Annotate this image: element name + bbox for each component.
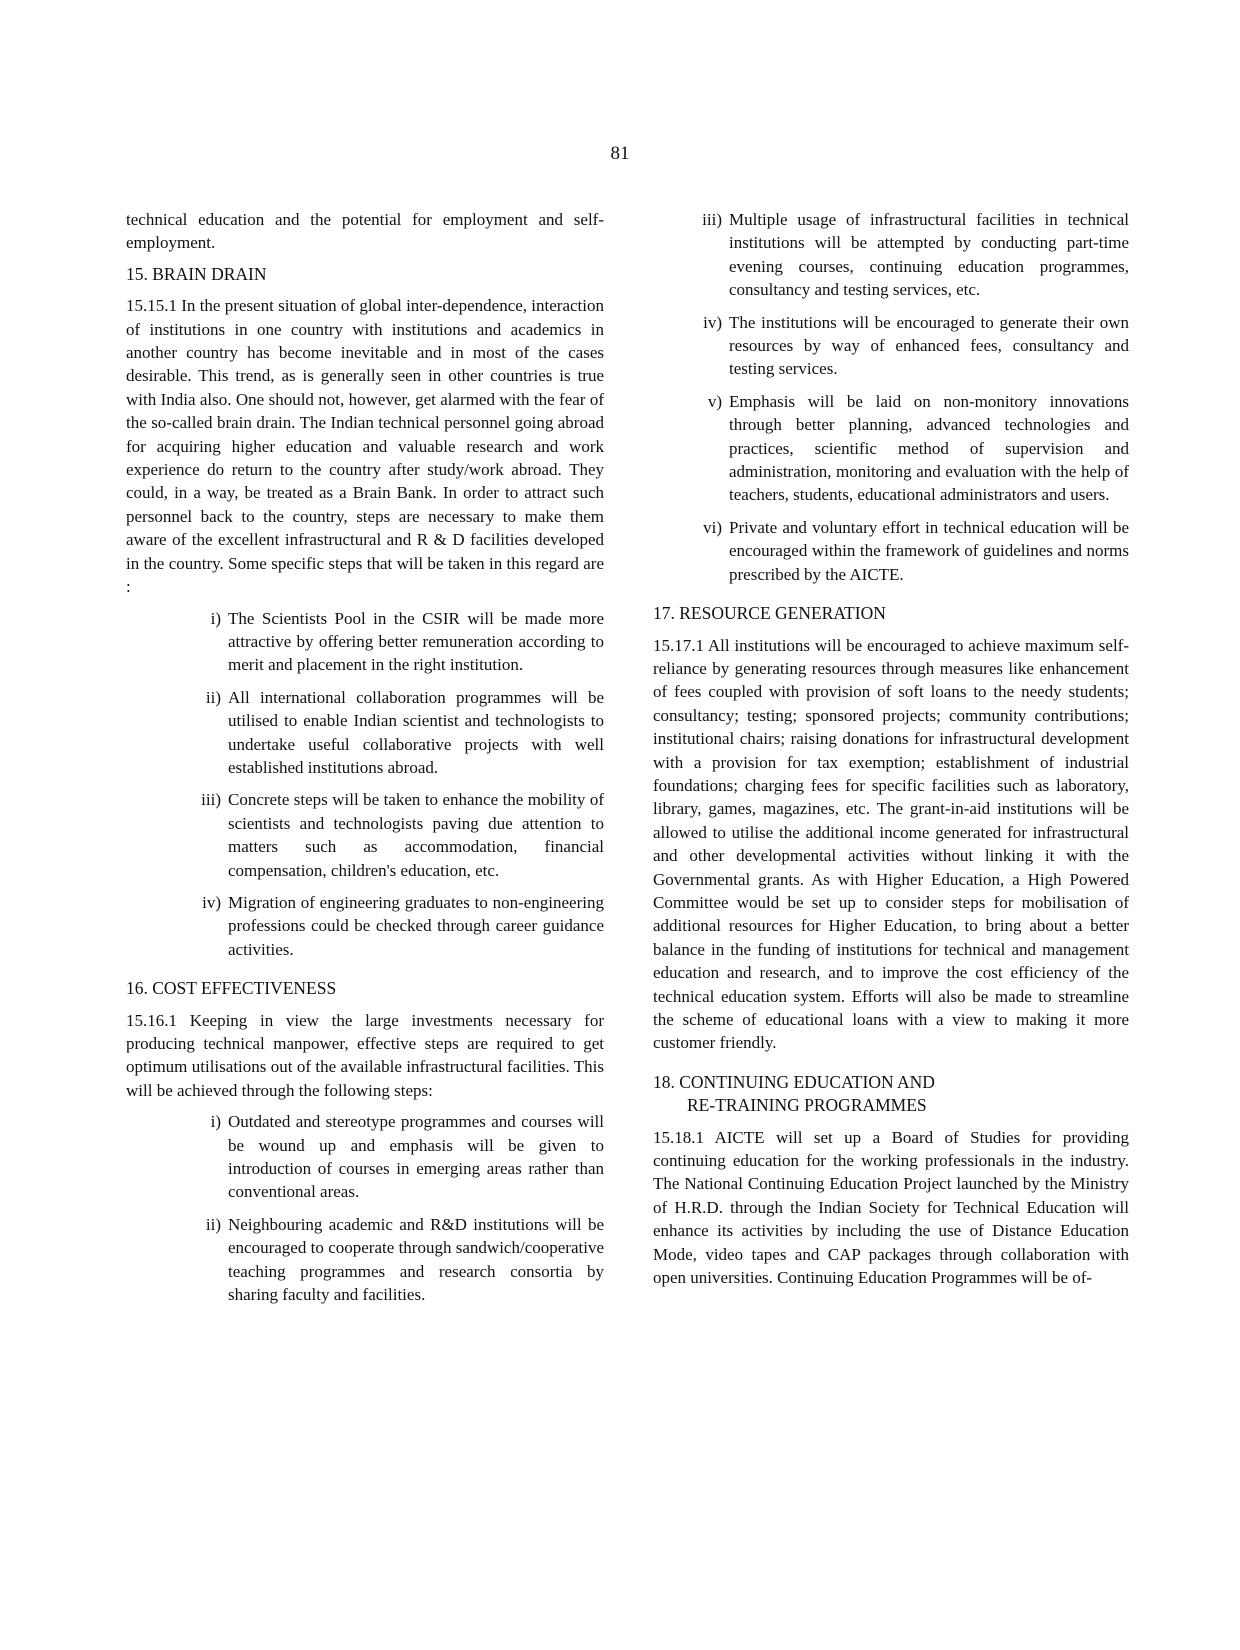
list-item (653, 516, 1129, 586)
list-item-label: i) (210, 608, 221, 628)
section-16-heading: 16. COST EFFECTIVENESS (126, 978, 337, 999)
list-item-label: iii) (201, 790, 221, 810)
section-15-paragraph: 15.15.1 In the present situation of global inter-dependence, interaction of institutions in one country with institutions and academics in another country has become inevitable and in most of the cases desirable. This trend, as is generally seen in other countries is true with India also. One should not, however, get alarmed with the fear of the so-called brain drain. The Indian technical personnel going abroad for acquiring higher education and valuable research and work experience do return to the country after study/work abroad. They could, in a way, be treated as a Brain Bank. In order to attract such personnel back to the country, steps are necessary to make them aware of the excellent infrastructural and R & D facilities developed in the country. Some specific steps that will be taken in this regard are : (126, 296, 604, 597)
list-item-text: Multiple usage of infrastructural facilities in technical institutions will be attempted by conducting part-time evening courses, continuing education programmes, consultancy and testing services, etc. (729, 210, 1129, 300)
section-16-paragraph: 15.16.1 Keeping in view the large investments necessary for producing technical manpower, effective steps are required to get optimum utilisations out of the available infrastructural facilities. This will be achieved through the following steps: (126, 1010, 604, 1100)
list-item-text: Outdated and stereotype programmes and courses will be wound up and emphasis will be given to introduction of courses in emerging areas rather than conventional areas. (228, 1112, 604, 1202)
section-17-paragraph: 15.17.1 All institutions will be encouraged to achieve maximum self-reliance by generating resources through measures like enhancement of fees coupled with provision of soft loans to the needy students; consultancy; testing; sponsored projects; community contributions; institutional chairs; raising donations for infrastructural development with a provision for tax exemption; establishment of industrial foundations; charging fees for specific facilities such as laboratory, library, games, magazines, etc. The grant-in-aid institutions will be allowed to utilise the additional income generated for infrastructural and other developmental activities without linking it with the Governmental grants. As with Higher Education, a High Powered Committee would be set up to consider steps for mobilisation of additional resources for Higher Education, to bring about a better balance in the funding of institutions for technical and management education and research, and to improve the cost efficiency of the technical education system. Efforts will also be made to streamline the scheme of educational loans with a view to making it more customer friendly. (653, 635, 1129, 1053)
list-item-label: i) (210, 1112, 221, 1132)
page-number: 81 (610, 143, 630, 164)
intro-paragraph: technical education and the potential for employment and self-employment. (126, 210, 604, 253)
section-16-list-continued (653, 208, 1129, 586)
list-item-text: The institutions will be encouraged to generate their own resources by way of enhanced fees, consultancy and testing services. (729, 312, 1129, 379)
list-item-text: Emphasis will be laid on non-monitory innovations through better planning, advanced technologies and practices, scientific method of supervision and administration, monitoring and evaluation with the help of teachers, students, educational administrators and users. (729, 391, 1129, 505)
section-18-paragraph: 15.18.1 AICTE will set up a Board of Studies for providing continuing education for the working professionals in the industry. The National Continuing Education Project launched by the Ministry of H.R.D. through the Indian Society for Technical Education will enhance its activities by including the use of Distance Education Mode, video tapes and CAP packages through collaboration with open universities. Continuing Education Programmes will be of- (653, 1127, 1129, 1288)
list-item-text: Private and voluntary effort in technical education will be encouraged within the framework of guidelines and norms prescribed by the AICTE. (729, 517, 1129, 584)
list-item-text: Neighbouring academic and R&D institutions will be encouraged to cooperate through sandwich/cooperative teaching programmes and research consortia by sharing faculty and facilities. (228, 1214, 604, 1305)
section-18-heading (653, 1071, 1129, 1118)
section-15-list (126, 607, 604, 962)
section-18-heading-line-1: 18. CONTINUING EDUCATION AND (653, 1071, 935, 1092)
list-item (194, 1110, 604, 1204)
section-18-heading-line-2: RE-TRAINING PROGRAMMES (687, 1095, 927, 1116)
list-item (194, 607, 604, 677)
list-item (653, 390, 1129, 507)
list-item (653, 208, 1129, 302)
section-17-heading: 17. RESOURCE GENERATION (653, 603, 886, 624)
list-item-label: iii) (702, 210, 722, 229)
list-item-label: ii) (205, 687, 221, 707)
list-item-text: All international collaboration programmes will be utilised to enable Indian scientist and technologists to undertake useful collaborative projects with well established institutions abroad. (228, 687, 604, 777)
left-column (126, 208, 604, 1315)
list-item-label: vi) (703, 517, 722, 537)
list-item (653, 311, 1129, 381)
section-16-list (126, 1110, 604, 1306)
list-item-text: Migration of engineering graduates to non-engineering professions could be checked through career guidance activities. (228, 892, 604, 959)
list-item-label: v) (707, 391, 722, 411)
list-item (194, 1213, 604, 1307)
list-item-label: iv) (703, 312, 722, 332)
list-item-text: Concrete steps will be taken to enhance the mobility of scientists and technologists paving due attention to matters such as accommodation, financial compensation, children's education, etc. (228, 790, 604, 880)
right-column (653, 208, 1129, 1297)
list-item (194, 891, 604, 961)
list-item-text: The Scientists Pool in the CSIR will be made more attractive by offering better remuneration according to merit and placement in the right institution. (228, 608, 604, 675)
list-item-label: ii) (205, 1214, 221, 1234)
list-item (194, 686, 604, 780)
list-item-label: iv) (202, 892, 221, 912)
section-15-heading: 15. BRAIN DRAIN (126, 263, 267, 284)
list-item (194, 788, 604, 882)
